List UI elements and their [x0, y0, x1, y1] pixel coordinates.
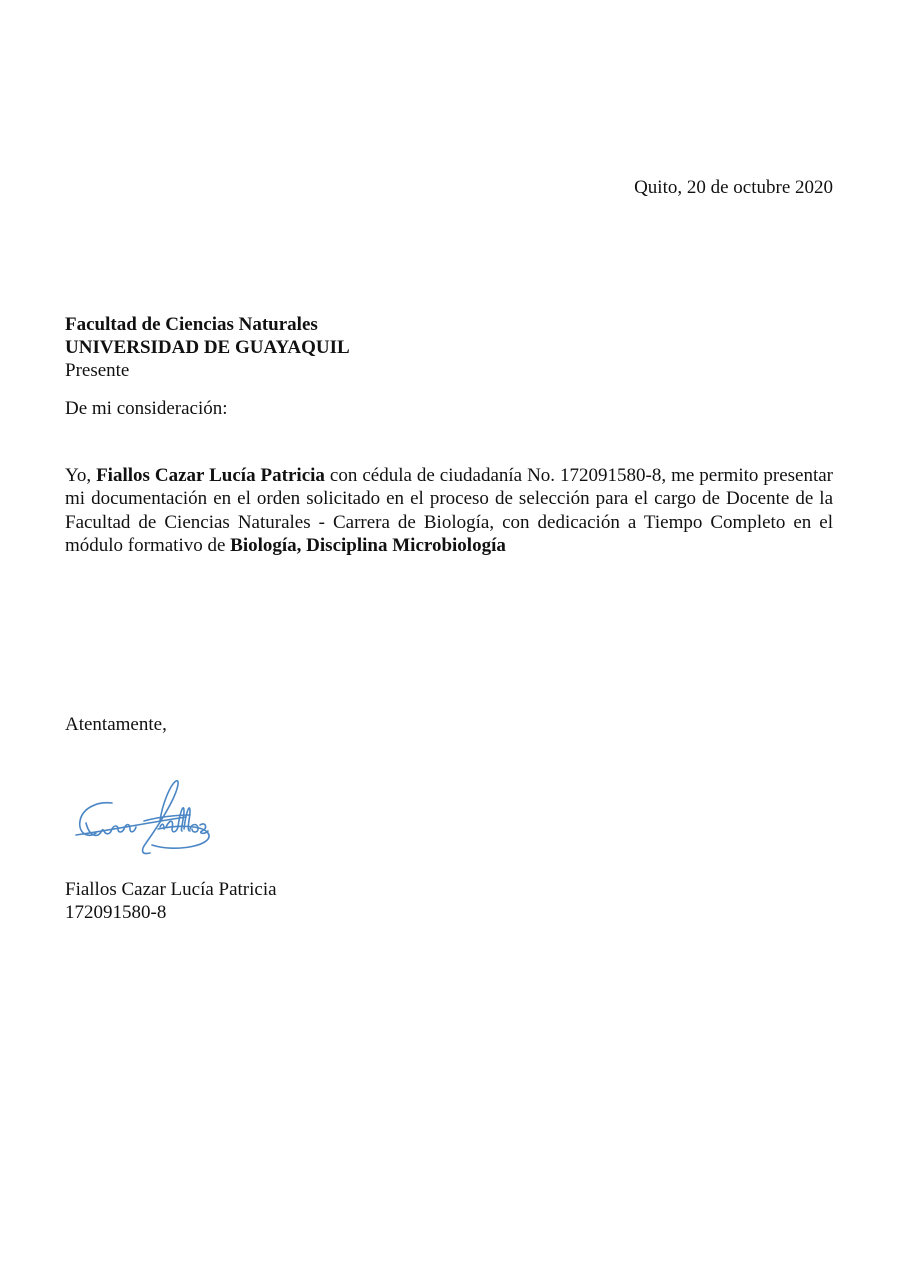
handwritten-signature	[66, 775, 238, 859]
body-intro: Yo,	[65, 465, 97, 486]
signer-id: 172091580-8	[65, 902, 167, 923]
recipient-university: UNIVERSIDAD DE GUAYAQUIL	[65, 337, 350, 358]
signature-icon	[66, 775, 238, 859]
module-name: Biología, Disciplina Microbiología	[230, 534, 506, 556]
greeting: De mi consideración:	[65, 398, 228, 419]
letter-date: Quito, 20 de octubre 2020	[634, 177, 833, 198]
applicant-name: Fiallos Cazar Lucía Patricia	[96, 465, 325, 486]
closing: Atentamente,	[65, 714, 167, 735]
signer-block	[65, 878, 277, 924]
recipient-presente: Presente	[65, 360, 130, 381]
body-main: con cédula de ciudadanía No. 172091580-8, me permito presentar mi documentación en el orden solicitado en el proceso de selección para el cargo de Docente de la Facultad de Ciencias Naturales - Carrera de Biología, con dedicación a Tiempo Completo en el módulo formativo de	[65, 465, 834, 556]
recipient-block	[65, 313, 665, 382]
signer-name: Fiallos Cazar Lucía Patricia	[65, 879, 277, 900]
recipient-faculty: Facultad de Ciencias Naturales	[65, 314, 318, 335]
body-paragraph	[65, 464, 833, 557]
